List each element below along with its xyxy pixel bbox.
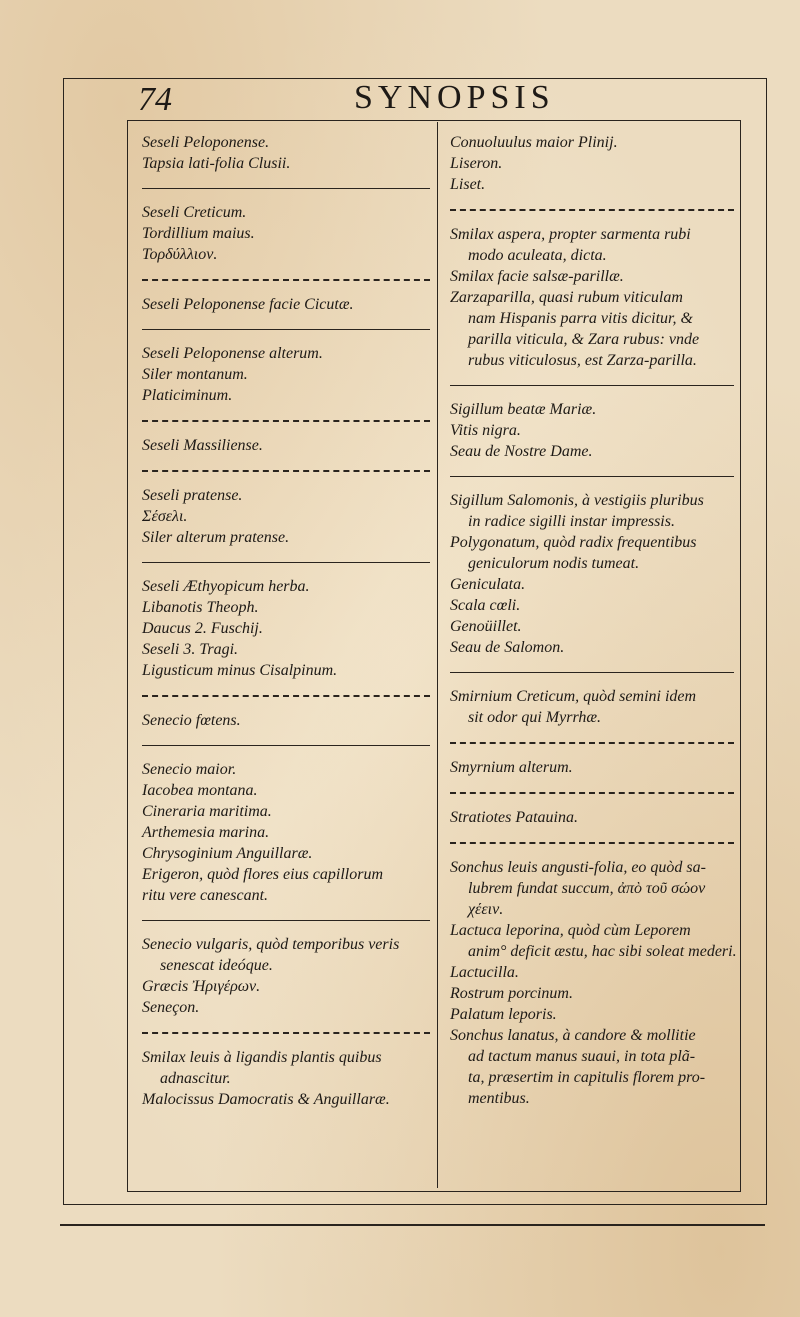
bottom-rule [60,1224,765,1226]
entry-separator-rule [450,476,734,477]
entry-line: Seneçon. [142,999,200,1016]
entry-line: Libanotis Theoph. [142,599,259,616]
entry-separator-rule [142,920,430,921]
entry-line: Seseli Peloponense. [142,134,270,151]
synopsis-entry [142,759,430,906]
entry-line: Sigillum beatæ Mariæ. [450,401,597,418]
entry-line: Smilax facie salsæ-parillæ. [450,268,624,285]
entry-line: Σέσελι. [142,508,188,525]
entry-line: Iacobea montana. [142,782,258,799]
entry-line: nam Hispanis parra vitis dicitur, & [468,310,693,327]
entry-line: in radice sigilli instar impressis. [468,513,675,530]
entry-line: senescat ideóque. [160,957,273,974]
entry-separator-rule [142,695,430,697]
synopsis-entry [142,132,430,174]
column-divider [437,122,438,1188]
entry-line: geniculorum nodis tumeat. [468,555,640,572]
entry-line: Ligusticum minus Cisalpinum. [142,662,338,679]
entry-line: Lactuca leporina, quòd cùm Leporem [450,922,691,939]
entry-line: parilla viticula, & Zara rubus: vnde [468,331,700,348]
entry-line: Tapsia lati-folia Clusii. [142,155,291,172]
entry-line: Liset. [450,176,486,193]
entry-line: Græcis Ἠριγέρων. [142,978,261,995]
entry-line: modo aculeata, dicta. [468,247,607,264]
entry-line: Scala cœli. [450,597,521,614]
synopsis-entry [450,132,734,195]
synopsis-entry [142,934,430,1018]
entry-line: sit odor qui Myrrhæ. [468,709,602,726]
entry-line: Erigeron, quòd flores eius capillorum [142,866,384,883]
entry-line: Senecio vulgaris, quòd temporibus veris [142,936,400,953]
entry-line: Senecio maior. [142,761,237,778]
entry-line: Seseli pratense. [142,487,243,504]
entry-line: Seau de Nostre Dame. [450,443,593,460]
entry-line: Rostrum porcinum. [450,985,573,1002]
entry-line: Seseli Creticum. [142,204,247,221]
entry-line: Smyrnium alterum. [450,759,573,776]
right-column [450,132,737,1109]
entry-line: Chrysoginium Anguillaræ. [142,845,313,862]
entry-line: Smirnium Creticum, quòd semini idem [450,688,697,705]
entry-separator-rule [142,470,430,472]
synopsis-entry [450,224,734,371]
synopsis-entry [142,202,430,265]
synopsis-entry [142,710,430,731]
entry-line: Seseli 3. Tragi. [142,641,239,658]
synopsis-entry [450,857,737,1109]
entry-line: Liseron. [450,155,503,172]
entry-line: Sonchus leuis angusti-folia, eo quòd sa- [450,859,706,876]
entry-line: ritu vere canescant. [142,887,269,904]
entry-line: ta, præsertim in capitulis florem pro- [468,1069,706,1086]
running-head: SYNOPSIS [354,79,555,116]
entry-line: anim° deficit æstu, hac sibi soleat mederi. [468,943,737,960]
entry-line: Siler montanum. [142,366,248,383]
entry-separator-rule [142,745,430,746]
entry-line: Malocissus Damocratis & Anguillaræ. [142,1091,390,1108]
entry-line: lubrem fundat succum, ἀπὸ τοῦ σώον [468,880,706,897]
left-column [142,132,430,1110]
entry-line: Lactucilla. [450,964,519,981]
entry-line: ad tactum manus suaui, in tota plã- [468,1048,696,1065]
synopsis-entry [142,294,430,315]
entry-separator-rule [450,842,734,844]
synopsis-entry [450,490,734,658]
entry-line: rubus viticulosus, est Zarza-parilla. [468,352,697,369]
synopsis-entry [450,686,734,728]
entry-line: Cineraria maritima. [142,803,272,820]
entry-line: Platiciminum. [142,387,233,404]
entry-line: Stratiotes Patauina. [450,809,578,826]
entry-line: Sonchus lanatus, à candore & mollitie [450,1027,696,1044]
entry-separator-rule [450,672,734,673]
entry-separator-rule [142,1032,430,1034]
entry-separator-rule [142,562,430,563]
entry-line: Daucus 2. Fuschij. [142,620,263,637]
synopsis-entry [142,435,430,456]
entry-line: adnascitur. [160,1070,231,1087]
entry-separator-rule [450,209,734,211]
entry-separator-rule [142,420,430,422]
entry-line: mentibus. [468,1090,530,1107]
entry-line: Tordillium maius. [142,225,255,242]
entry-line: Seau de Salomon. [450,639,565,656]
entry-line: Smilax leuis à ligandis plantis quibus [142,1049,382,1066]
synopsis-entry [450,807,734,828]
entry-line: Seseli Æthyopicum herba. [142,578,310,595]
entry-line: Genoüillet. [450,618,522,635]
entry-line: Geniculata. [450,576,526,593]
synopsis-entry [142,1047,430,1110]
synopsis-entry [142,576,430,681]
entry-line: Smilax aspera, propter sarmenta rubi [450,226,691,243]
synopsis-entry [142,485,430,548]
entry-separator-rule [450,792,734,794]
entry-line: Sigillum Salomonis, à vestigiis pluribus [450,492,704,509]
entry-line: Seseli Peloponense alterum. [142,345,323,362]
synopsis-entry [142,343,430,406]
entry-separator-rule [450,385,734,386]
page-number: 74 [138,81,172,118]
entry-separator-rule [142,188,430,189]
entry-line: Polygonatum, quòd radix frequentibus [450,534,697,551]
entry-line: Seseli Peloponense facie Cicutæ. [142,296,354,313]
entry-separator-rule [142,329,430,330]
entry-line: Arthemesia marina. [142,824,270,841]
entry-line: Zarzaparilla, quasi rubum viticulam [450,289,683,306]
entry-line: Seseli Massiliense. [142,437,263,454]
entry-line: χέειν. [468,901,504,918]
entry-line: Conuoluulus maior Plinij. [450,134,618,151]
entry-line: Palatum leporis. [450,1006,557,1023]
entry-line: Senecio fœtens. [142,712,241,729]
synopsis-entry [450,757,734,778]
entry-line: Vitis nigra. [450,422,521,439]
entry-line: Τορδύλλιον. [142,246,218,263]
entry-line: Siler alterum pratense. [142,529,290,546]
entry-separator-rule [142,279,430,281]
synopsis-entry [450,399,734,462]
entry-separator-rule [450,742,734,744]
